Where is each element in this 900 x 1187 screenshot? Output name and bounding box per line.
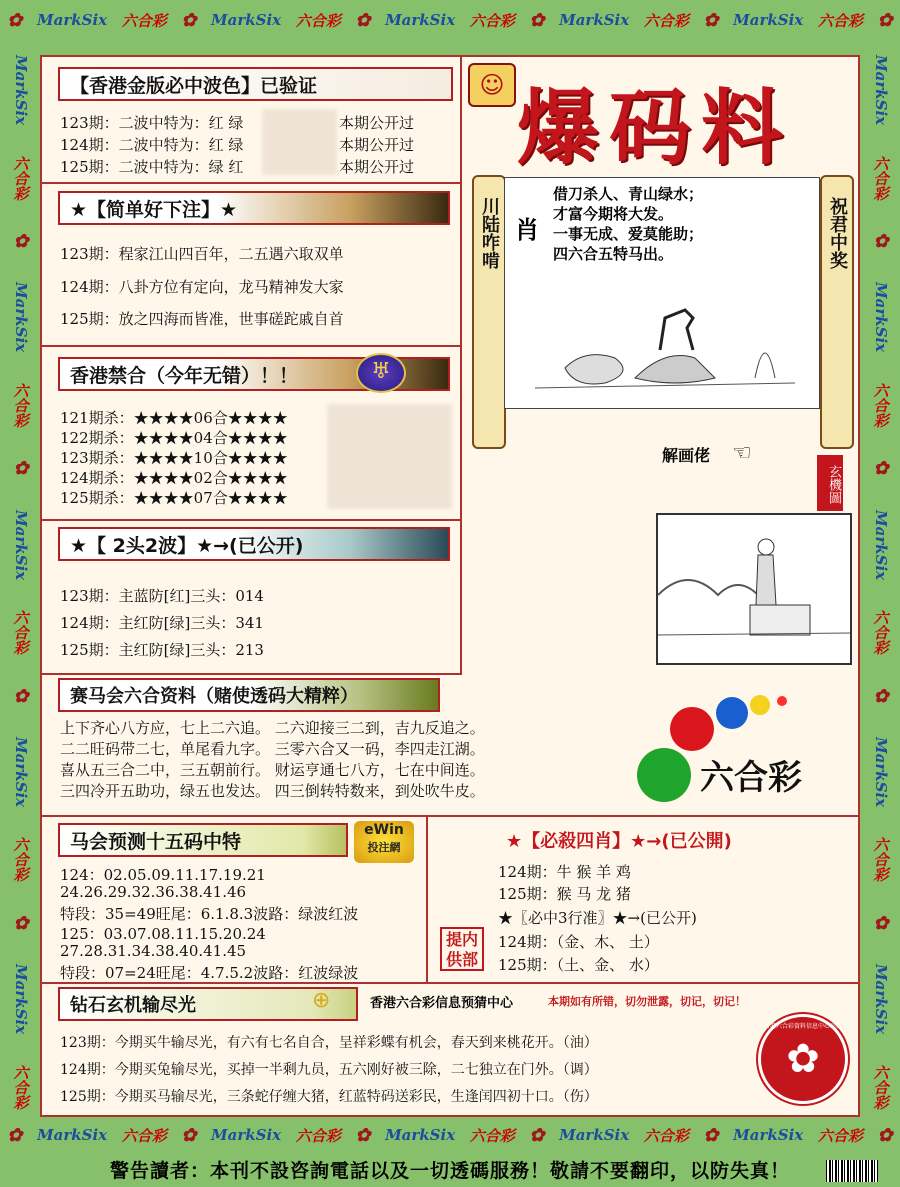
border-cn: 六合彩 [817,1126,863,1145]
border-cn: 六合彩 [295,1126,341,1145]
headwave-row: 124期：主红防[绿]三头：341 [60,614,264,632]
pointing-hand-icon: ☜ [732,441,752,466]
border-cn: 六合彩 [871,610,890,656]
flower-icon: ✿ [873,912,889,934]
border-word: MarkSix [12,55,30,126]
border-cn: 六合彩 [11,155,30,201]
horse-title: 赛马会六合资料（赌使透码大精粹） [58,678,440,712]
horse-line: 二二旺码带二七，单尾看九字。 三零六合又一码，李四走江湖。 [60,740,485,758]
simple-title: ★【简单好下注】★ [58,191,450,225]
border-word: MarkSix [12,964,30,1035]
flower-icon: ✿ [13,685,29,707]
fifteen-line: 特段：07=24旺尾：4.7.5.2波路：红波绿波 [60,964,359,982]
xiao-char: 肖 [515,216,539,244]
blurred-area [327,404,452,509]
border-cn: 六合彩 [11,1064,30,1110]
border-cn: 六合彩 [469,1126,515,1145]
flower-icon: ✿ [181,9,197,31]
ban-value: 04合 [193,429,228,447]
ban-issue: 122期杀： [60,429,134,447]
border-cn: 六合彩 [11,382,30,428]
border-cn: 六合彩 [121,11,167,30]
border-word: MarkSix [211,1126,282,1144]
ewin-badge-top: eWin [364,822,404,838]
flower-icon: ✿ [7,1124,23,1146]
flower-icon: ✿ [873,685,889,707]
flower-icon: ✿ [877,1124,893,1146]
right-border [862,40,900,1125]
flower-icon: ✿ [355,9,371,31]
border-cn: 六合彩 [871,837,890,883]
gold-row-issue: 125期：二波中特为：绿 红 [60,158,244,176]
fifteen-section [42,817,428,984]
border-word: MarkSix [872,282,890,353]
gold-row-issue: 123期：二波中特为：红 绿 [60,114,244,132]
ban-row [60,467,288,488]
kill-row: 124期：牛 猴 羊 鸡 [498,863,631,881]
ban-issue: 125期杀： [60,489,134,507]
diamond-row: 124期：今期买兔输尽光，买掉一半剩九员，五六刚好被三除，二七独立在门外。（调） [60,1062,598,1078]
flower-icon: ✿ [13,912,29,934]
emblem-icon: ♅ [356,353,406,393]
lottery-logo: 六合彩 [700,758,802,798]
flower-icon: ✿ [529,1124,545,1146]
horse-line: 上下齐心八方应，七上二六追。 二六迎接三二到，吉九反追之。 [60,719,485,737]
stars: ★★★★ [133,409,194,427]
stars: ★★★★ [227,449,288,467]
flower-icon: ✿ [873,458,889,480]
simple-section [42,183,462,347]
jiehua-label: 解画佬 [662,446,711,465]
poem-line: 四六合五特马出。 [553,245,674,263]
headwave-row: 125期：主红防[绿]三头：213 [60,641,264,659]
emblem-ring-text: 香港六合彩資料信息中心出版 [763,1023,842,1030]
border-cn: 六合彩 [11,837,30,883]
simple-row: 124期：八卦方位有定向，龙马精神发大家 [60,278,344,296]
stars: ★★★★ [227,489,288,507]
border-word: MarkSix [872,964,890,1035]
ban-row [60,487,288,508]
ban-value: 02合 [193,469,228,487]
border-word: MarkSix [733,1126,804,1144]
badge-xuanji: 玄機圖 [817,455,843,511]
gold-row-status: 本期公开过 [339,136,415,154]
ewin-badge-bottom: 投注網 [367,841,401,854]
stars: ★★★★ [227,409,288,427]
ewin-badge [354,821,414,863]
well-illustration [656,513,852,665]
headwave-title: ★【 2头2波】★→(已公开) [58,527,450,561]
scroll-left-text: 川陆咋啃 [479,197,500,269]
flower-icon: ✿ [703,9,719,31]
fifteen-line: 124：02.05.09.11.17.19.21 [60,866,266,884]
scroll-right-text: 祝君中奖 [827,197,848,269]
simple-row: 123期：程家江山四百年，二五遇六取双单 [60,245,344,263]
ban-row [60,447,288,468]
ban-section [42,347,462,521]
diamond-row: 123期：今期买牛输尽光，有六有七名自合，呈祥彩蝶有机会，春天到来桃花开。（油） [60,1035,598,1051]
diamond-title: 钻石玄机输尽光 [58,987,358,1021]
border-word: MarkSix [559,1126,630,1144]
flower-icon: ✿ [181,1124,197,1146]
ban-value: 07合 [193,489,228,507]
border-word: MarkSix [211,11,282,29]
flower-icon: ✿ [7,9,23,31]
fifteen-line: 27.28.31.34.38.40.41.45 [60,942,247,960]
warning-note: 本期如有所错，切勿泄露，切记，切记！ [548,995,746,1008]
border-cn: 六合彩 [469,11,515,30]
flower-icon: ✿ [355,1124,371,1146]
ban-title: 香港禁合（今年无错）！！ [58,357,450,391]
hero-title: 爆码料 [517,80,794,176]
ban-row [60,427,288,448]
fifteen-line: 特段：35=49旺尾：6.1.8.3波路：绿波红波 [60,905,359,923]
kill-section [428,817,858,984]
gold-row-status: 本期公开过 [339,114,415,132]
goat-illustration [525,288,805,398]
horse-section [42,675,858,817]
left-border [2,40,40,1125]
stars: ★★★★ [133,469,194,487]
ban-value: 10合 [193,449,228,467]
stars: ★★★★ [133,429,194,447]
stars: ★★★★ [133,449,194,467]
ban-issue: 124期杀： [60,469,134,487]
mascot-icon: ☺ [468,63,516,107]
border-word: MarkSix [872,55,890,126]
border-cn: 六合彩 [121,1126,167,1145]
gold-title: 【香港金版必中波色】已验证 [58,67,453,101]
bottom-border [0,1115,900,1155]
border-cn: 六合彩 [643,11,689,30]
border-word: MarkSix [872,509,890,580]
ban-issue: 121期杀： [60,409,134,427]
ban-value: 06合 [193,409,228,427]
border-cn: 六合彩 [817,11,863,30]
border-word: MarkSix [385,11,456,29]
stamp-tinei: 提内供部 [440,927,484,971]
border-word: MarkSix [385,1126,456,1144]
border-cn: 六合彩 [871,155,890,201]
border-word: MarkSix [37,11,108,29]
scroll-left [472,175,506,449]
gold-section [42,57,462,184]
bauhinia-icon: ✿ [786,1036,820,1082]
fifteen-line: 125：03.07.08.11.15.20.24 [60,925,266,943]
top-border [0,0,900,40]
simple-row: 125期：放之四海而皆准，世事磋跎戚自首 [60,310,344,328]
gold-row-status: 本期公开过 [339,158,415,176]
border-cn: 六合彩 [871,1064,890,1110]
flower-icon: ✿ [703,1124,719,1146]
bauhinia-emblem [758,1014,848,1104]
border-word: MarkSix [559,11,630,29]
kill-subrow: 125期：（土、金、 水） [498,956,659,974]
barcode-icon [826,1160,878,1182]
border-word: MarkSix [872,736,890,808]
hero-area [462,57,858,673]
diamond-section [42,984,858,1114]
flower-icon: ✿ [13,458,29,480]
fifteen-line: 24.26.29.32.36.38.41.46 [60,883,247,901]
footer-warning: 警告讀者：本刊不設咨詢電話以及一切透碼服務！敬請不要翻印，以防失真！ [0,1152,900,1187]
gold-row-issue: 124期：二波中特为：红 绿 [60,136,244,154]
horse-line: 三四冷开五助功，绿五也发达。 四三倒转特数来，到处吹牛皮。 [60,782,485,800]
flower-icon: ✿ [13,231,29,253]
border-word: MarkSix [12,509,30,580]
kill-row: 125期：猴 马 龙 猪 [498,885,631,903]
border-word: MarkSix [37,1126,108,1144]
blurred-area [262,109,337,175]
border-cn: 六合彩 [295,11,341,30]
stars: ★★★★ [227,429,288,447]
poem-line: 借刀杀人、青山绿水； [553,185,704,203]
flower-icon: ✿ [877,9,893,31]
ban-issue: 123期杀： [60,449,134,467]
border-cn: 六合彩 [871,382,890,428]
kill-subtitle: ★〖必中3行准〗★→(已公开) [498,909,697,927]
fifteen-title: 马会预测十五码中特 [58,823,348,857]
headwave-row: 123期：主蓝防[红]三头：014 [60,587,264,605]
border-cn: 六合彩 [11,610,30,656]
poem-line: 一事无成、爱莫能助； [553,225,704,243]
diamond-row: 125期：今期买马输尽光，三条蛇仔缠大猪，红蓝特码送彩民，生逢闰四初十口。（伤） [60,1089,598,1105]
ban-row [60,407,288,428]
border-word: MarkSix [12,736,30,808]
flower-icon: ✿ [529,9,545,31]
horse-line: 喜从五三合二中，三五朝前行。 财运亨通七八方，七在中间连。 [60,761,485,779]
stars: ★★★★ [227,469,288,487]
compass-icon: ⊕ [312,988,331,1013]
flower-icon: ✿ [873,231,889,253]
headwave-section [42,521,462,675]
poem-line: 才富今期将大发。 [553,205,674,223]
scroll-paper [504,177,820,409]
border-cn: 六合彩 [643,1126,689,1145]
kill-title: ★【必殺四肖】★→(已公開) [506,831,732,852]
stars: ★★★★ [133,489,194,507]
center-name: 香港六合彩信息预猜中心 [370,996,514,1011]
scroll-right [820,175,854,449]
border-word: MarkSix [12,282,30,353]
kill-subrow: 124期：（金、木、 土） [498,933,659,951]
border-word: MarkSix [733,11,804,29]
